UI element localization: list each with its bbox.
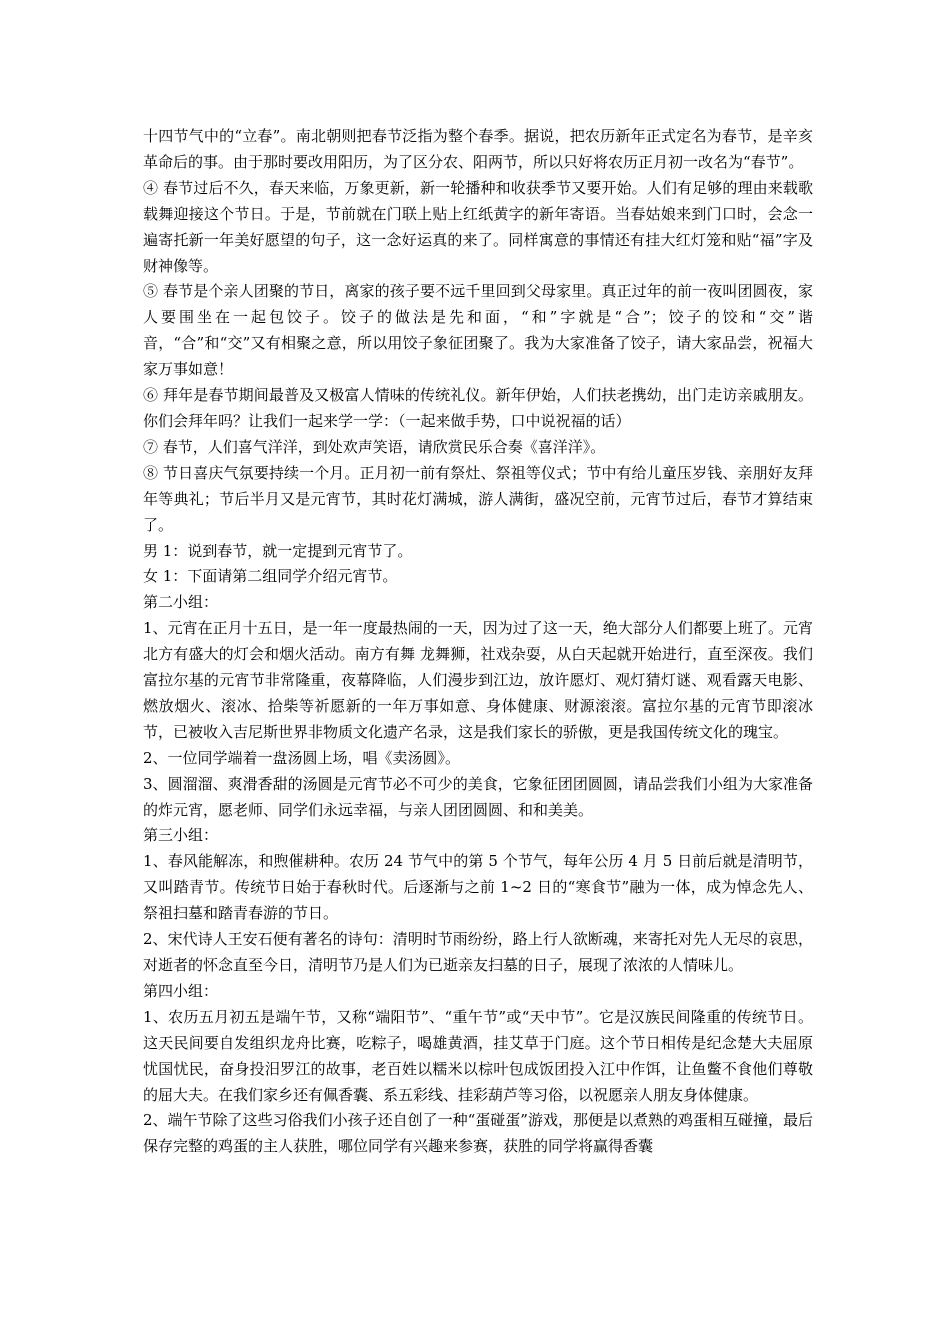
group-3-item-2: 2、宋代诗人王安石便有著名的诗句：清明时节雨纷纷，路上行人欲断魂，来寄托对先人无尽的哀思，对逝者的怀念直至今日，清明节乃是人们为已逝亲友扫墓的日子，展现了浓浓的人情味儿。 bbox=[143, 930, 813, 974]
paragraph-5: ⑤ 春节是个亲人团聚的节日，离家的孩子要不远千里回到父母家里。真正过年的前一夜叫团圆夜，家人要围坐在一起包饺子。饺子的做法是先和面，“和”字就是“合”；饺子的饺和“交”谐音，“合”和“交”又有相聚之意，所以用饺子象征团聚了。我为大家准备了饺子，请大家品尝，祝福大家万事如意！ bbox=[143, 282, 813, 379]
group-2-item-3: 3、圆溜溜、爽滑香甜的汤圆是元宵节必不可少的美食，它象征团团圆圆，请品尝我们小组为大家准备的炸元宵，愿老师、同学们永远幸福，与亲人团团圆圆、和和美美。 bbox=[143, 774, 813, 819]
group-2-item-2: 2、一位同学端着一盘汤圆上场，唱《卖汤圆》。 bbox=[143, 748, 461, 767]
paragraph-7: ⑦ 春节，人们喜气洋洋，到处欢声笑语，请欣赏民乐合奏《喜洋洋》。 bbox=[143, 437, 606, 456]
paragraph-lichun: 十四节气中的“立春”。南北朝则把春节泛指为整个春季。据说，把农历新年正式定名为春节，是辛亥革命后的事。由于那时要改用阳历，为了区分农、阳两节，所以只好将农历正月初一改名为“春节”。 bbox=[143, 127, 813, 171]
line-male-1: 男 1：说到春节，就一定提到元宵节了。 bbox=[143, 541, 413, 560]
group-2-item-1: 1、元宵在正月十五日，是一年一度最热闹的一天，因为过了这一天，绝大部分人们都要上班了。元宵北方有盛大的灯会和烟火活动。南方有舞 龙舞狮，社戏杂耍，从白天起就开始进行，直至深夜。我们富拉尔基的元宵节非常隆重，夜幕降临，人们漫步到江边，放许愿灯、观灯猜灯谜、观看露天电影、燃放烟火、滚冰、拾柴等祈愿新的一年万事如意、身体健康、财源滚滚。富拉尔基的元宵节即滚冰节，已被收入吉尼斯世界非物质文化遗产名录，这是我们家长的骄傲，更是我国传统文化的瑰宝。 bbox=[143, 619, 813, 741]
group-3-item-1: 1、春风能解冻，和煦催耕种。农历 24 节气中的第 5 个节气，每年公历 4 月 5 日前后就是清明节，又叫踏青节。传统节日始于春秋时代。后逐渐与之前 1~2 日的“寒食节”融为一体，成为悼念先人、祭祖扫墓和踏青春游的节日。 bbox=[143, 852, 813, 923]
heading-group-4: 第四小组： bbox=[143, 981, 219, 1000]
line-female-1: 女 1：下面请第二组同学介绍元宵节。 bbox=[143, 567, 398, 586]
document-body bbox=[143, 124, 813, 1160]
paragraph-6: ⑥ 拜年是春节期间最普及又极富人情味的传统礼仪。新年伊始，人们扶老携幼，出门走访亲戚朋友。你们会拜年吗？让我们一起来学一学：（一起来做手势，口中说祝福的话） bbox=[143, 386, 813, 430]
paragraph-4: ④ 春节过后不久，春天来临，万象更新，新一轮播种和收获季节又要开始。人们有足够的理由来载歌载舞迎接这个节日。于是，节前就在门联上贴上红纸黄字的新年寄语。当春姑娘来到门口时，会念一遍寄托新一年美好愿望的句子，这一念好运真的来了。同样寓意的事情还有挂大红灯笼和贴“福”字及财神像等。 bbox=[143, 178, 813, 275]
group-4-item-2: 2、端午节除了这些习俗我们小孩子还自创了一种“蛋碰蛋”游戏，那便是以煮熟的鸡蛋相互碰撞，最后保存完整的鸡蛋的主人获胜，哪位同学有兴趣来参赛，获胜的同学将赢得香囊 bbox=[143, 1111, 813, 1156]
paragraph-8: ⑧ 节日喜庆气氛要持续一个月。正月初一前有祭灶、祭祖等仪式；节中有给儿童压岁钱、亲朋好友拜年等典礼；节后半月又是元宵节，其时花灯满城，游人满街，盛况空前，元宵节过后，春节才算结束了。 bbox=[143, 463, 813, 534]
heading-group-3: 第三小组： bbox=[143, 826, 219, 845]
heading-group-2: 第二小组： bbox=[143, 593, 219, 612]
group-4-item-1: 1、农历五月初五是端午节，又称“端阳节”、“重午节”或“天中节”。它是汉族民间隆重的传统节日。这天民间要自发组织龙舟比赛，吃粽子，喝雄黄酒，挂艾草于门庭。这个节日相传是纪念楚大夫屈原忧国忧民，奋身投汨罗江的故事，老百姓以糯米以棕叶包成饭团投入江中作饵，让鱼鳖不食他们尊敬的屈大夫。在我们家乡还有佩香囊、系五彩线、挂彩葫芦等习俗，以祝愿亲人朋友身体健康。 bbox=[143, 1007, 813, 1104]
